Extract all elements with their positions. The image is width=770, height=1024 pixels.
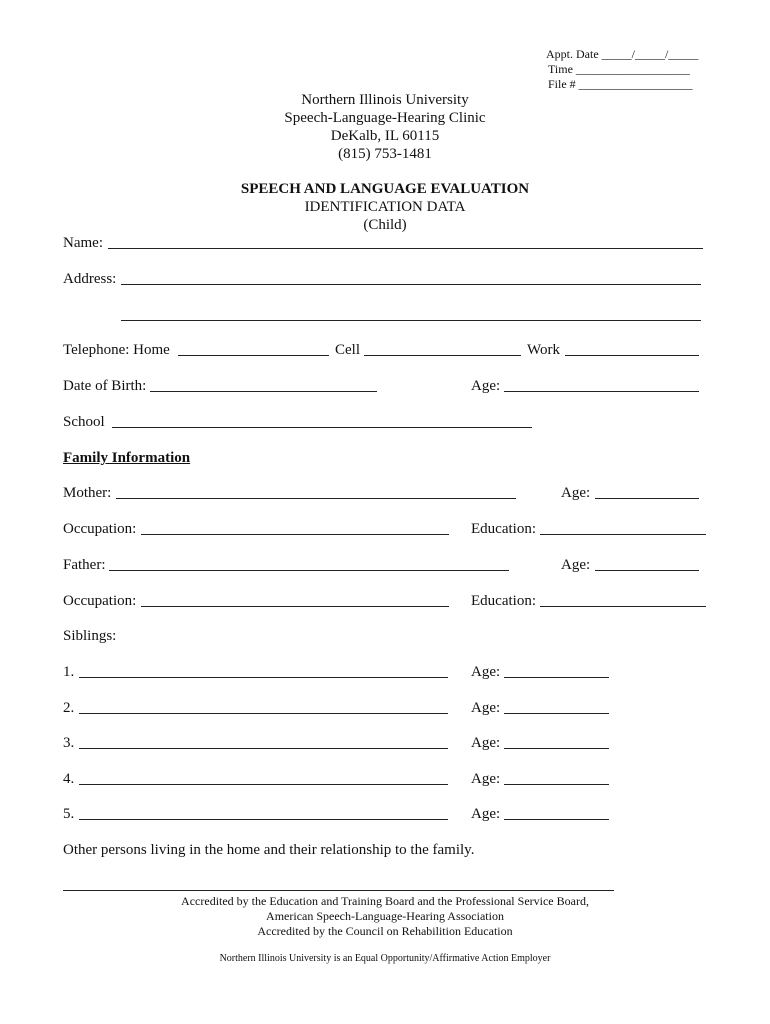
father-label: Father: [63,557,106,573]
sibling-4-number: 4. [63,771,75,787]
siblings-label: Siblings: [63,628,117,644]
work-input-line[interactable] [565,355,699,356]
telephone-home-label: Telephone: Home [63,342,170,358]
other-persons-label: Other persons living in the home and their relationship to the family. [63,842,475,858]
clinic-phone: (815) 753-1481 [338,146,432,162]
sibling-1-age-label: Age: [471,664,501,680]
father-occupation-label: Occupation: [63,593,137,609]
mother-occupation-input-line[interactable] [141,534,449,535]
sibling-5-age-label: Age: [471,806,501,822]
clinic-city: DeKalb, IL 60115 [330,128,440,144]
sibling-5-age-input-line[interactable] [504,819,609,820]
mother-education-input-line[interactable] [540,534,706,535]
sibling-2-input-line[interactable] [79,713,448,714]
footer-accreditation-2: American Speech-Language-Hearing Association [266,909,504,923]
sibling-2-number: 2. [63,700,75,716]
mother-age-input-line[interactable] [595,498,699,499]
file-number-field: File # ___________________ [548,77,693,91]
sibling-1-input-line[interactable] [79,677,448,678]
cell-label: Cell [335,342,360,358]
work-label: Work [527,342,560,358]
sibling-4-age-input-line[interactable] [504,784,609,785]
telephone-home-input-line[interactable] [178,355,329,356]
form-subtitle-child: (Child) [363,217,407,233]
father-occupation-input-line[interactable] [141,606,449,607]
mother-label: Mother: [63,485,112,501]
time-field: Time ___________________ [548,62,690,76]
family-info-heading: Family Information [63,450,191,466]
footer-accreditation-3: Accredited by the Council on Rehabilition Education [257,924,513,938]
footer-eoe: Northern Illinois University is an Equal Opportunity/Affirmative Action Employer [219,953,551,964]
university-name: Northern Illinois University [301,92,469,108]
address-input-line-1[interactable] [121,284,701,285]
sibling-5-number: 5. [63,806,75,822]
name-label: Name: [63,235,103,251]
sibling-4-age-label: Age: [471,771,501,787]
child-age-label: Age: [471,378,501,394]
sibling-3-age-label: Age: [471,735,501,751]
dob-label: Date of Birth: [63,378,147,394]
mother-occupation-label: Occupation: [63,521,137,537]
school-input-line[interactable] [112,427,532,428]
sibling-4-input-line[interactable] [79,784,448,785]
father-age-input-line[interactable] [595,570,699,571]
footer-accreditation-1: Accredited by the Education and Training Board and the Professional Service Board, [181,894,589,908]
address-input-line-2[interactable] [121,320,701,321]
form-subtitle: IDENTIFICATION DATA [304,199,466,215]
father-education-label: Education: [471,593,536,609]
sibling-3-number: 3. [63,735,75,751]
mother-input-line[interactable] [116,498,516,499]
address-label: Address: [63,271,117,287]
appt-date-field: Appt. Date _____/_____/_____ [546,47,699,61]
mother-education-label: Education: [471,521,536,537]
sibling-1-number: 1. [63,664,75,680]
mother-age-label: Age: [561,485,591,501]
father-input-line[interactable] [109,570,509,571]
sibling-3-age-input-line[interactable] [504,748,609,749]
sibling-2-age-label: Age: [471,700,501,716]
father-education-input-line[interactable] [540,606,706,607]
form-title: SPEECH AND LANGUAGE EVALUATION [240,181,530,197]
name-input-line[interactable] [108,248,703,249]
footer-divider [63,890,614,891]
dob-input-line[interactable] [150,391,377,392]
school-label: School [63,414,105,430]
sibling-3-input-line[interactable] [79,748,448,749]
sibling-1-age-input-line[interactable] [504,677,609,678]
clinic-name: Speech-Language-Hearing Clinic [284,110,486,126]
sibling-2-age-input-line[interactable] [504,713,609,714]
father-age-label: Age: [561,557,591,573]
child-age-input-line[interactable] [504,391,699,392]
sibling-5-input-line[interactable] [79,819,448,820]
cell-input-line[interactable] [364,355,521,356]
